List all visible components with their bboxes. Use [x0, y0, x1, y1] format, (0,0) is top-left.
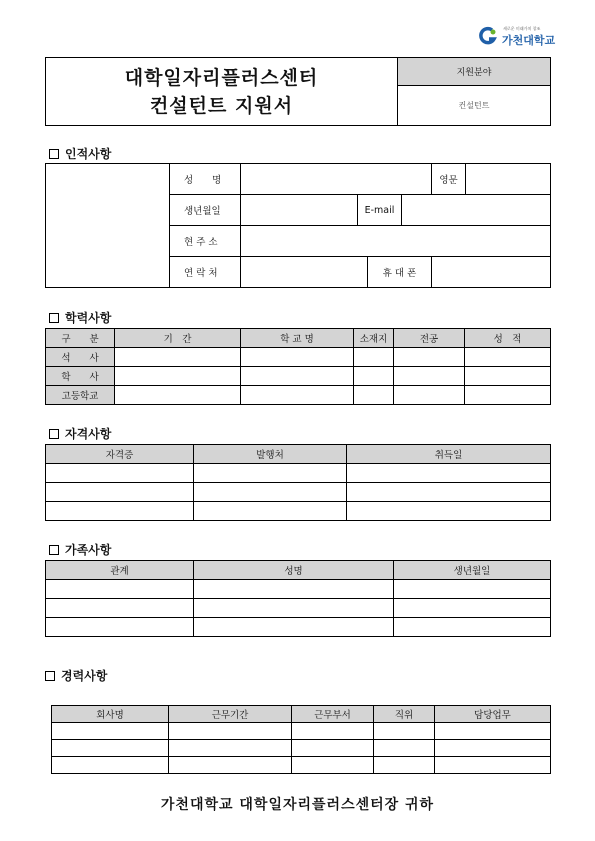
- addressee-footer: 가천대학교 대학일자리플러스센터장 귀하: [160, 797, 435, 813]
- table-cell[interactable]: [394, 618, 551, 637]
- table-cell[interactable]: [46, 580, 194, 599]
- university-logo: [478, 24, 560, 50]
- table-cell[interactable]: [394, 599, 551, 618]
- table-cell[interactable]: [46, 502, 194, 521]
- table-cell[interactable]: [374, 723, 435, 740]
- title-line-1: 대학일자리플러스센터: [124, 66, 319, 89]
- table-cell[interactable]: [354, 348, 394, 367]
- table-cell[interactable]: [435, 757, 551, 774]
- edu-col-grade: 성 적: [465, 329, 551, 348]
- address-label: 현 주 소: [170, 226, 241, 257]
- career-col-position: 직위: [374, 706, 435, 723]
- table-cell[interactable]: [169, 723, 292, 740]
- career-col-department: 근무부서: [292, 706, 374, 723]
- contact-label: 연 락 처: [170, 257, 241, 288]
- table-row: [52, 723, 551, 740]
- table-cell[interactable]: [194, 483, 347, 502]
- table-cell[interactable]: [394, 386, 465, 405]
- table-cell[interactable]: [52, 740, 169, 757]
- family-col-relation: 관계: [46, 561, 194, 580]
- english-name-label: 영문: [432, 164, 466, 195]
- contact-field[interactable]: [241, 257, 368, 288]
- photo-box[interactable]: [46, 164, 170, 288]
- checkbox-icon: [49, 313, 59, 323]
- section-family-title: 가족사항: [65, 543, 112, 557]
- application-field-value[interactable]: 컨설턴트: [398, 86, 551, 126]
- table-row: [46, 348, 551, 367]
- table-row: [46, 502, 551, 521]
- section-certificates-heading: [49, 425, 111, 442]
- table-cell[interactable]: [292, 740, 374, 757]
- edu-col-school: 학 교 명: [241, 329, 354, 348]
- table-cell[interactable]: [347, 502, 551, 521]
- table-cell[interactable]: [347, 483, 551, 502]
- career-col-company: 회사명: [52, 706, 169, 723]
- table-row: [46, 483, 551, 502]
- table-cell[interactable]: [465, 386, 551, 405]
- table-row: [46, 618, 551, 637]
- table-cell[interactable]: [115, 348, 241, 367]
- email-label: E-mail: [358, 195, 402, 226]
- edu-col-period: 기 간: [115, 329, 241, 348]
- table-cell[interactable]: [292, 723, 374, 740]
- table-cell[interactable]: [394, 580, 551, 599]
- table-row: [46, 367, 551, 386]
- table-cell[interactable]: [241, 348, 354, 367]
- section-education-title: 학력사항: [65, 311, 112, 325]
- address-field[interactable]: [241, 226, 551, 257]
- table-cell[interactable]: [169, 740, 292, 757]
- table-cell[interactable]: [465, 367, 551, 386]
- application-field-label: 지원분야: [398, 58, 551, 86]
- table-cell[interactable]: [46, 464, 194, 483]
- table-row: [46, 599, 551, 618]
- table-cell[interactable]: [435, 723, 551, 740]
- checkbox-icon: [45, 671, 55, 681]
- family-table: [45, 560, 551, 637]
- certificates-table: [45, 444, 551, 521]
- family-col-name: 성명: [194, 561, 394, 580]
- table-row: [46, 580, 551, 599]
- name-label: 성 명: [170, 164, 241, 195]
- edu-row-master: 석 사: [46, 348, 115, 367]
- table-cell[interactable]: [115, 367, 241, 386]
- edu-row-bachelor: 학 사: [46, 367, 115, 386]
- table-cell[interactable]: [354, 386, 394, 405]
- table-cell[interactable]: [46, 599, 194, 618]
- table-cell[interactable]: [194, 464, 347, 483]
- table-cell[interactable]: [241, 367, 354, 386]
- section-personal-heading: [49, 145, 111, 162]
- table-cell[interactable]: [347, 464, 551, 483]
- table-cell[interactable]: [241, 386, 354, 405]
- table-row: [46, 386, 551, 405]
- section-education-heading: [49, 309, 111, 326]
- table-cell[interactable]: [354, 367, 394, 386]
- document-title: [46, 58, 398, 126]
- section-career-heading: [45, 667, 107, 684]
- table-row: [52, 757, 551, 774]
- birth-date-label: 생년월일: [170, 195, 241, 226]
- birth-date-field[interactable]: [241, 195, 358, 226]
- table-cell[interactable]: [194, 502, 347, 521]
- section-career-title: 경력사항: [61, 669, 108, 683]
- table-cell[interactable]: [394, 367, 465, 386]
- table-cell[interactable]: [374, 740, 435, 757]
- table-cell[interactable]: [52, 723, 169, 740]
- name-field[interactable]: [241, 164, 432, 195]
- logo-name: 가천대학교: [502, 34, 556, 47]
- table-cell[interactable]: [115, 386, 241, 405]
- email-field[interactable]: [402, 195, 551, 226]
- edu-col-major: 전공: [394, 329, 465, 348]
- table-cell[interactable]: [394, 348, 465, 367]
- cert-col-date: 취득일: [347, 445, 551, 464]
- table-cell[interactable]: [374, 757, 435, 774]
- edu-col-location: 소재지: [354, 329, 394, 348]
- table-cell[interactable]: [194, 618, 394, 637]
- table-cell[interactable]: [46, 618, 194, 637]
- table-cell[interactable]: [169, 757, 292, 774]
- title-block: [45, 57, 551, 126]
- table-cell[interactable]: [52, 757, 169, 774]
- logo-slogan: 새로운 미래가치 창조: [503, 26, 541, 31]
- section-personal-title: 인적사항: [65, 147, 112, 161]
- career-col-period: 근무기간: [169, 706, 292, 723]
- table-cell[interactable]: [465, 348, 551, 367]
- career-col-duties: 담당업무: [435, 706, 551, 723]
- edu-row-highschool: 고등학교: [46, 386, 115, 405]
- education-table: [45, 328, 551, 405]
- table-row: [52, 740, 551, 757]
- mobile-label: 휴 대 폰: [368, 257, 432, 288]
- table-row: [46, 464, 551, 483]
- university-emblem-icon: [478, 26, 498, 46]
- edu-col-category: 구 분: [46, 329, 115, 348]
- checkbox-icon: [49, 429, 59, 439]
- career-table: [51, 705, 551, 774]
- section-certificates-title: 자격사항: [65, 427, 112, 441]
- mobile-field[interactable]: [432, 257, 551, 288]
- table-cell[interactable]: [435, 740, 551, 757]
- table-cell[interactable]: [194, 599, 394, 618]
- family-col-birth: 생년월일: [394, 561, 551, 580]
- checkbox-icon: [49, 545, 59, 555]
- section-family-heading: [49, 541, 111, 558]
- table-cell[interactable]: [292, 757, 374, 774]
- title-line-2: 컨설턴트 지원서: [149, 94, 294, 117]
- table-cell[interactable]: [194, 580, 394, 599]
- table-cell[interactable]: [46, 483, 194, 502]
- checkbox-icon: [49, 149, 59, 159]
- english-name-field[interactable]: [466, 164, 551, 195]
- cert-col-name: 자격증: [46, 445, 194, 464]
- personal-info-table: [45, 163, 551, 288]
- cert-col-issuer: 발행처: [194, 445, 347, 464]
